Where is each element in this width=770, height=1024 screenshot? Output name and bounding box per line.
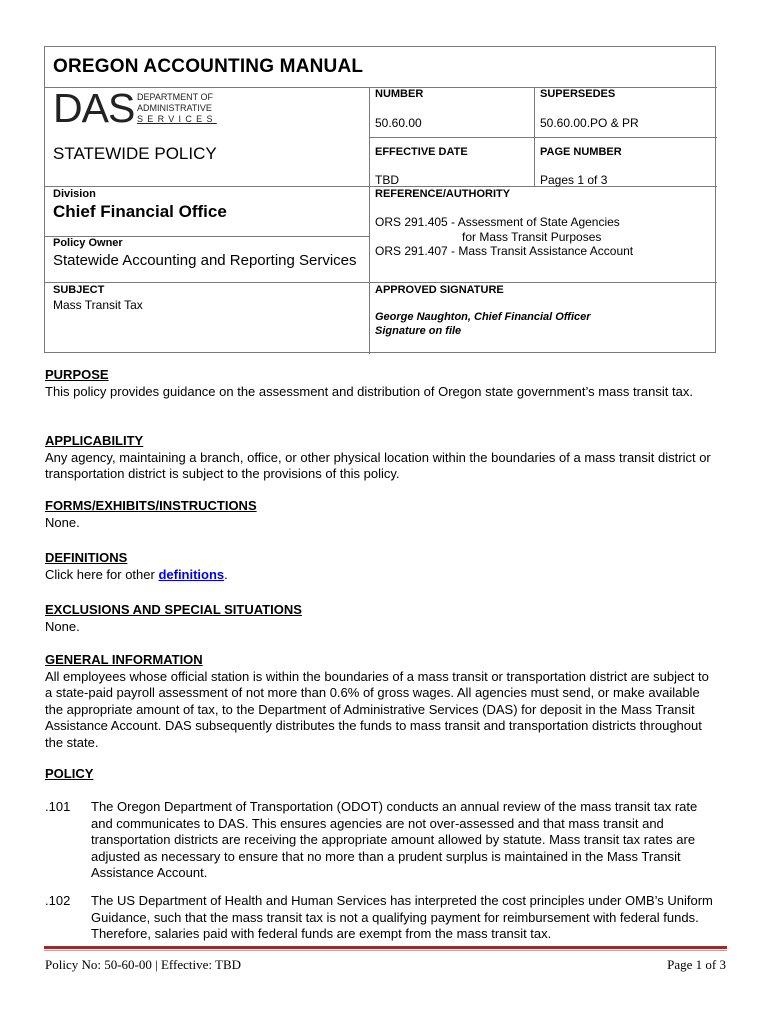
das-logo-line3: SERVICES: [137, 114, 217, 124]
approved-signature-label: APPROVED SIGNATURE: [375, 284, 504, 296]
subject-value: Mass Transit Tax: [53, 298, 143, 312]
general-information-section: [45, 652, 717, 751]
page-number-label: PAGE NUMBER: [540, 146, 622, 158]
purpose-section: [45, 367, 717, 400]
footer-rule: [44, 946, 727, 949]
policy-item-number: .101: [45, 799, 71, 814]
policy-owner-label: Policy Owner: [53, 237, 123, 249]
applicability-section: [45, 433, 717, 483]
signature-note: Signature on file: [375, 325, 462, 337]
number-value: 50.60.00: [375, 116, 422, 130]
division-value: Chief Financial Office: [53, 202, 227, 221]
policy-item-text: The US Department of Health and Human Services has interpreted the cost principles under OMB’s Uniform Guidance, such that the mass transit tax is not a qualifying payment for reimbursement with federal funds. Therefore, salaries paid with federal funds are exempt from the mass transit tax.: [91, 893, 713, 941]
definitions-section: [45, 550, 717, 583]
definitions-text-before: Click here for other: [45, 566, 159, 582]
division-label: Division: [53, 188, 96, 200]
definitions-link[interactable]: definitions: [158, 566, 225, 582]
policy-item-text: The Oregon Department of Transportation (ODOT) conducts an annual review of the mass transit tax rate and communicates to DAS. This ensures agencies are not over-assessed and that mass transit and transportation districts are receiving the appropriate amount allowed by statute. Mass transit tax rates are adjusted as necessary to ensure that no more than a prudent surplus is maintained in the Mass Transit Assistance Account.: [91, 799, 698, 880]
das-logo-line1: DEPARTMENT OF: [137, 92, 214, 102]
number-label: NUMBER: [375, 88, 424, 100]
statewide-policy-label: STATEWIDE POLICY: [53, 144, 217, 163]
reference-line1: ORS 291.405 - Assessment of State Agencies: [375, 215, 620, 229]
supersedes-value: 50.60.00.PO & PR: [540, 116, 639, 130]
applicability-text: Any agency, maintaining a branch, office, or other physical location within the boundaries of a mass transit district or transportation district is subject to the provisions of this policy.: [45, 449, 711, 481]
supersedes-label: SUPERSEDES: [540, 88, 616, 100]
definitions-text: [45, 567, 717, 584]
definitions-heading: DEFINITIONS: [45, 550, 128, 565]
forms-heading: FORMS/EXHIBITS/INSTRUCTIONS: [45, 498, 257, 513]
effective-date-label: EFFECTIVE DATE: [375, 146, 468, 158]
purpose-text: This policy provides guidance on the assessment and distribution of Oregon state government’s mass transit tax.: [45, 383, 693, 399]
subject-label: SUBJECT: [53, 284, 105, 296]
exclusions-heading: EXCLUSIONS AND SPECIAL SITUATIONS: [45, 602, 302, 617]
footer-policy-info: Policy No: 50-60-00 | Effective: TBD: [45, 957, 242, 972]
das-logo: [53, 85, 223, 131]
footer-rule-secondary: [44, 950, 727, 951]
policy-heading: POLICY: [45, 766, 94, 781]
exclusions-text: None.: [45, 618, 80, 634]
policy-owner-value: Statewide Accounting and Reporting Services: [53, 252, 357, 269]
signature-name: George Naughton, Chief Financial Officer: [375, 311, 591, 323]
das-logo-line2: ADMINISTRATIVE: [137, 103, 212, 113]
forms-text: None.: [45, 514, 80, 530]
general-information-heading: GENERAL INFORMATION: [45, 652, 203, 667]
divider: [369, 137, 717, 138]
general-information-text: All employees whose official station is within the boundaries of a mass transit or transportation district are subject to a state-paid payroll assessment of not more than 0.6% of gross wages. All agencies must send, or make available the appropriate amount of tax, to the Department of Administrative Services (DAS) for deposit in the Mass Transit Assistance Account. DAS subsequently distributes the funds to mass transit and transportation districts throughout the state.: [45, 668, 709, 750]
forms-section: [45, 498, 717, 531]
policy-header-box: [44, 46, 716, 353]
applicability-heading: APPLICABILITY: [45, 433, 144, 448]
policy-item-number: .102: [45, 893, 71, 908]
footer-page-number: Page 1 of 3: [667, 957, 726, 972]
divider: [369, 87, 370, 354]
purpose-heading: PURPOSE: [45, 367, 109, 382]
policy-section: [45, 766, 717, 783]
manual-title: OREGON ACCOUNTING MANUAL: [53, 56, 364, 77]
reference-line2: for Mass Transit Purposes: [462, 230, 602, 244]
das-logo-letters: DAS: [53, 85, 135, 131]
page-number-value: Pages 1 of 3: [540, 173, 608, 187]
effective-date-value: TBD: [375, 173, 399, 187]
reference-label: REFERENCE/AUTHORITY: [375, 188, 511, 200]
exclusions-section: [45, 602, 717, 635]
divider: [45, 282, 717, 283]
definitions-text-after: .: [224, 566, 228, 582]
reference-line3: ORS 291.407 - Mass Transit Assistance Account: [375, 244, 634, 258]
